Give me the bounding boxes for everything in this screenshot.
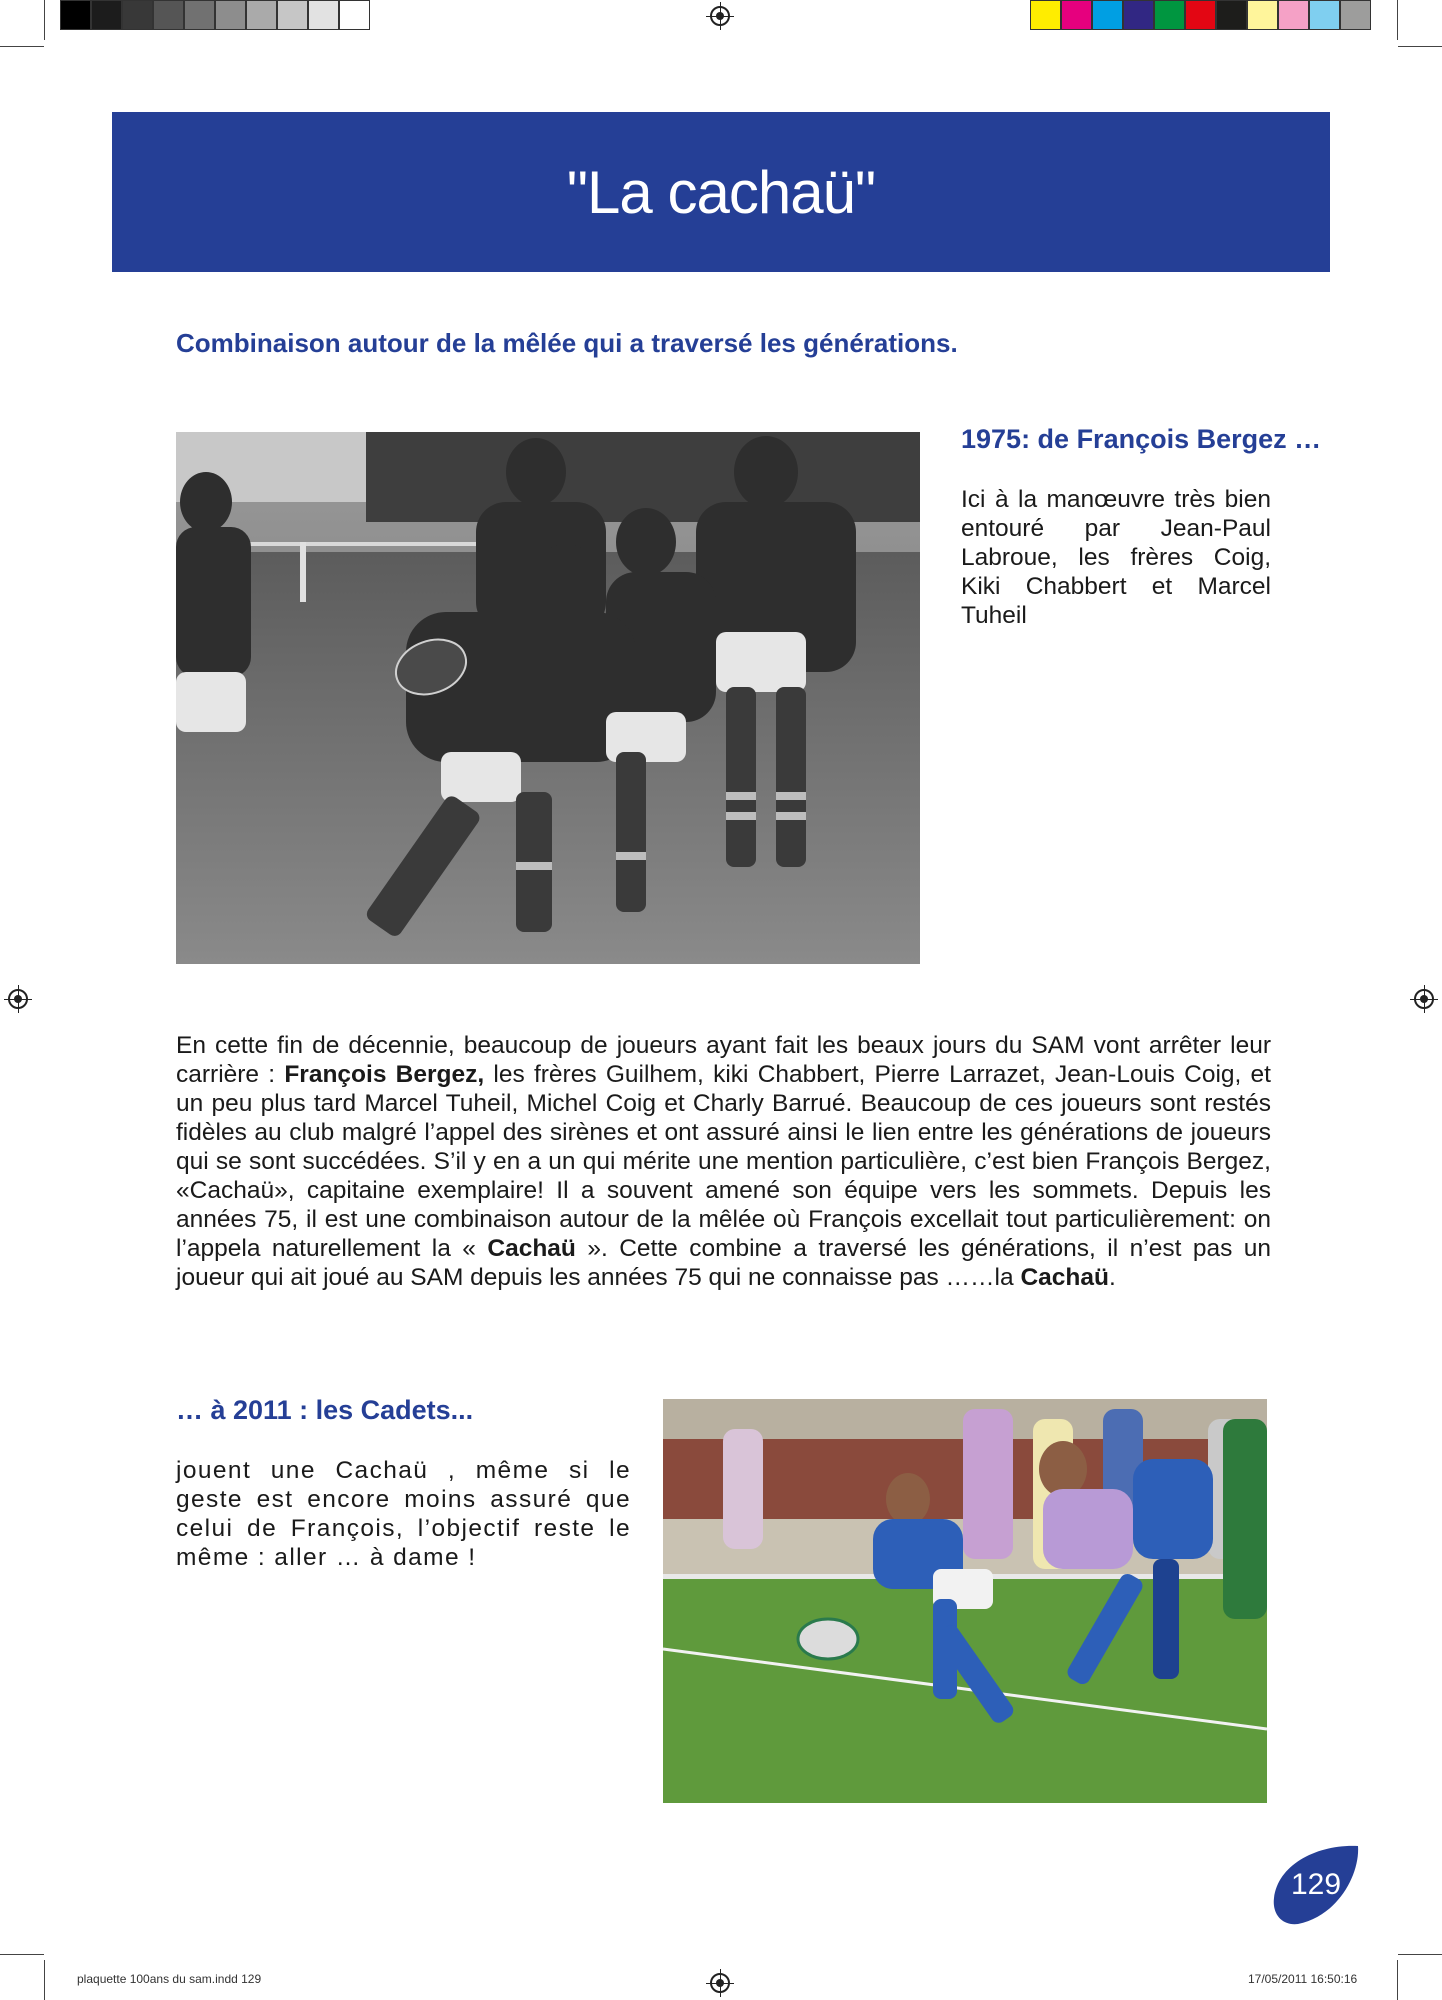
color-swatch — [122, 0, 153, 30]
color-swatch — [1123, 0, 1154, 30]
color-swatch — [1340, 0, 1371, 30]
color-swatch — [215, 0, 246, 30]
section-2011-caption: jouent une Cachaü , même si le geste est encore moins assuré que celui de François, l’objectif reste le même : aller … à dame ! — [176, 1457, 631, 1571]
color-swatch — [1185, 0, 1216, 30]
page-title: "La cachaü" — [566, 158, 876, 226]
color-swatch — [1309, 0, 1340, 30]
body-text: les frères Guilhem, kiki Chabbert, Pierre Larrazet, Jean-Louis Coig, et un peu plus tard Marcel Tuheil, Michel Coig et Charly Barrué. Beaucoup de ces joueurs sont restés fidèles au club malgré l’appel des sirènes et ont assuré ainsi le lien entre les générations de joueurs qui se sont succédées. S’il y en a un qui mérite une mention particulière, c’est bien François Bergez, «Cachaü», capitaine exemplaire! Il a souvent amené son équipe vers les sommets. Depuis les années 75, il est une combinaison autour de la mêlée où François excellait tout particulièrement: on l’appela naturellement la « — [176, 1061, 1271, 1262]
footer-timestamp: 17/05/2011 16:50:16 — [1248, 1972, 1358, 1986]
body-text: ». Cette combine a traversé les générations, il n’est pas un joueur qui ait joué au SAM depuis les années 75 qui ne connaisse pas ……la — [176, 1235, 1272, 1291]
color-swatch — [246, 0, 277, 30]
crop-mark — [1397, 0, 1398, 40]
body-bold-name: François Bergez, — [284, 1061, 485, 1088]
crop-mark — [0, 1954, 44, 1955]
color-swatch — [91, 0, 122, 30]
body-text: En cette fin de décennie, beaucoup de joueurs ayant fait les beaux jours du SAM vont arrêter leur carrière : — [176, 1032, 1271, 1088]
color-swatch — [184, 0, 215, 30]
section-2011-heading: … à 2011 : les Cadets... — [176, 1395, 474, 1425]
registration-mark-icon — [710, 6, 730, 26]
title-banner — [112, 112, 1330, 272]
body-paragraph — [176, 1031, 1271, 1292]
color-swatch — [1278, 0, 1309, 30]
color-swatch — [308, 0, 339, 30]
color-swatch — [1092, 0, 1123, 30]
color-swatch — [153, 0, 184, 30]
photo-2011-cadets — [663, 1399, 1267, 1803]
color-swatch — [1154, 0, 1185, 30]
body-text: . — [1108, 1264, 1116, 1291]
page-number: 129 — [1290, 1868, 1342, 1901]
crop-mark — [0, 46, 44, 47]
crop-mark — [1398, 1954, 1442, 1955]
color-swatch — [1061, 0, 1092, 30]
section-1975-caption: Ici à la manœuvre très bien entouré par Jean-Paul Labroue, les frères Coig, Kiki Chabbert et Marcel Tuheil — [961, 486, 1271, 629]
crop-mark — [1397, 1960, 1398, 2000]
section-1975-heading: 1975: de François Bergez … — [961, 424, 1322, 454]
registration-mark-icon — [710, 1973, 730, 1993]
body-bold-cachau: Cachaü — [487, 1235, 576, 1262]
color-swatch — [339, 0, 370, 30]
color-swatch — [277, 0, 308, 30]
grayscale-color-bar — [60, 0, 370, 32]
footer-file-name: plaquette 100ans du sam.indd 129 — [77, 1972, 262, 1986]
color-swatch — [60, 0, 91, 30]
crop-mark — [44, 0, 45, 40]
crop-mark — [1398, 46, 1442, 47]
page-subtitle: Combinaison autour de la mêlée qui a traversé les générations. — [176, 328, 958, 358]
cmyk-color-bar — [1030, 0, 1371, 32]
registration-mark-icon — [8, 989, 28, 1009]
color-swatch — [1247, 0, 1278, 30]
photo-1975-match — [176, 432, 920, 964]
color-swatch — [1030, 0, 1061, 30]
body-bold-cachau: Cachaü — [1020, 1264, 1109, 1291]
registration-mark-icon — [1414, 989, 1434, 1009]
color-swatch — [1216, 0, 1247, 30]
crop-mark — [44, 1960, 45, 2000]
